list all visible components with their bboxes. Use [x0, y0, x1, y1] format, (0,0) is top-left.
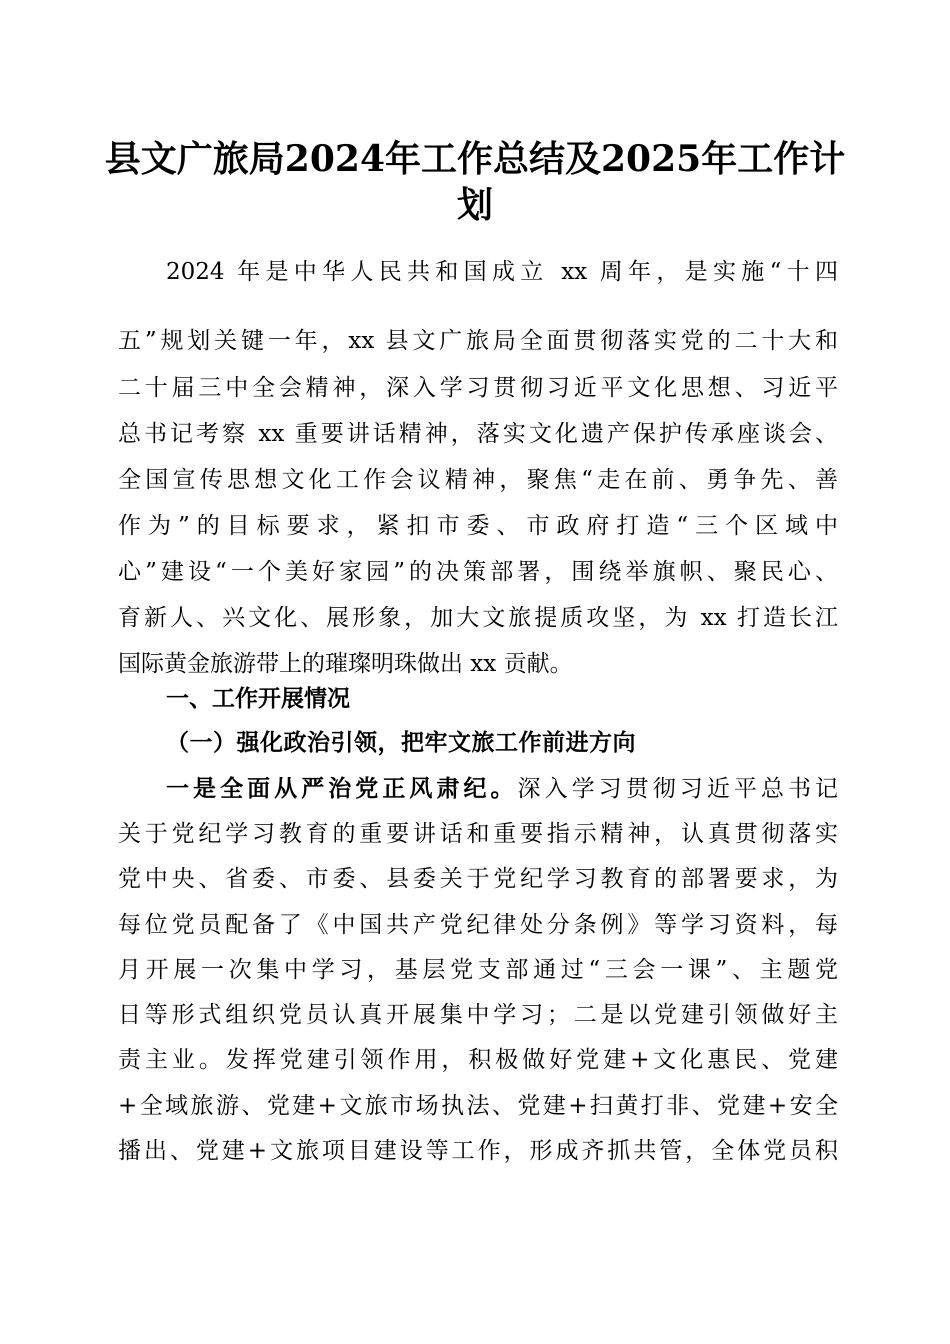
body-paragraph-line: 党中央、省委、市委、县委关于党纪学习教育的部署要求，为: [118, 866, 838, 892]
intro-paragraph-line: 2024 年是中华人民共和国成立 xx 周年，是实施“十四: [166, 259, 838, 285]
intro-paragraph-line: 心”建设“一个美好家园”的决策部署，围绕举旗帜、聚民心、: [118, 559, 838, 585]
body-lead-rest: 深入学习贯彻习近平总书记: [517, 776, 839, 802]
body-paragraph-line: 关于党纪学习教育的重要讲话和重要指示精神，认真贯彻落实: [118, 821, 838, 847]
body-paragraph-line: 责主业。发挥党建引领作用，积极做好党建+文化惠民、党建: [118, 1047, 838, 1073]
intro-paragraph-line: 国际黄金旅游带上的璀璨明珠做出 xx 贡献。: [118, 651, 573, 677]
section-heading: 一、工作开展情况: [166, 686, 350, 712]
document-title-line-1: 县文广旅局2024年工作总结及2025年工作计: [104, 138, 846, 180]
intro-paragraph-line: 总书记考察 xx 重要讲话精神，落实文化遗产保护传承座谈会、: [118, 421, 838, 447]
body-paragraph-line: 月开展一次集中学习，基层党支部通过“三会一课”、主题党: [118, 957, 838, 983]
body-paragraph-line: 每位党员配备了《中国共产党纪律处分条例》等学习资料，每: [118, 912, 838, 938]
subsection-heading: （一）强化政治引领，把牢文旅工作前进方向: [166, 729, 636, 756]
intro-paragraph-line: 全国宣传思想文化工作会议精神，聚焦“走在前、勇争先、善: [118, 467, 838, 493]
intro-paragraph-line: 育新人、兴文化、展形象，加大文旅提质攻坚，为 xx 打造长江: [118, 605, 838, 631]
body-paragraph-line: [166, 774, 838, 804]
intro-paragraph-line: 五”规划关键一年，xx 县文广旅局全面贯彻落实党的二十大和: [118, 328, 838, 354]
intro-paragraph-line: 作为”的目标要求，紧扣市委、市政府打造“三个区域中: [118, 513, 838, 539]
body-paragraph-line: 日等形式组织党员认真开展集中学习；二是以党建引领做好主: [118, 1002, 838, 1028]
body-lead-bold: 一是全面从严治党正风肃纪。: [166, 775, 518, 802]
intro-paragraph-line: 二十届三中全会精神，深入学习贯彻习近平文化思想、习近平: [118, 375, 838, 401]
document-title-line-2: 划: [456, 184, 493, 226]
body-paragraph-line: +全域旅游、党建+文旅市场执法、党建+扫黄打非、党建+安全: [118, 1093, 838, 1119]
body-paragraph-line: 播出、党建+文旅项目建设等工作，形成齐抓共管，全体党员积: [118, 1138, 838, 1164]
